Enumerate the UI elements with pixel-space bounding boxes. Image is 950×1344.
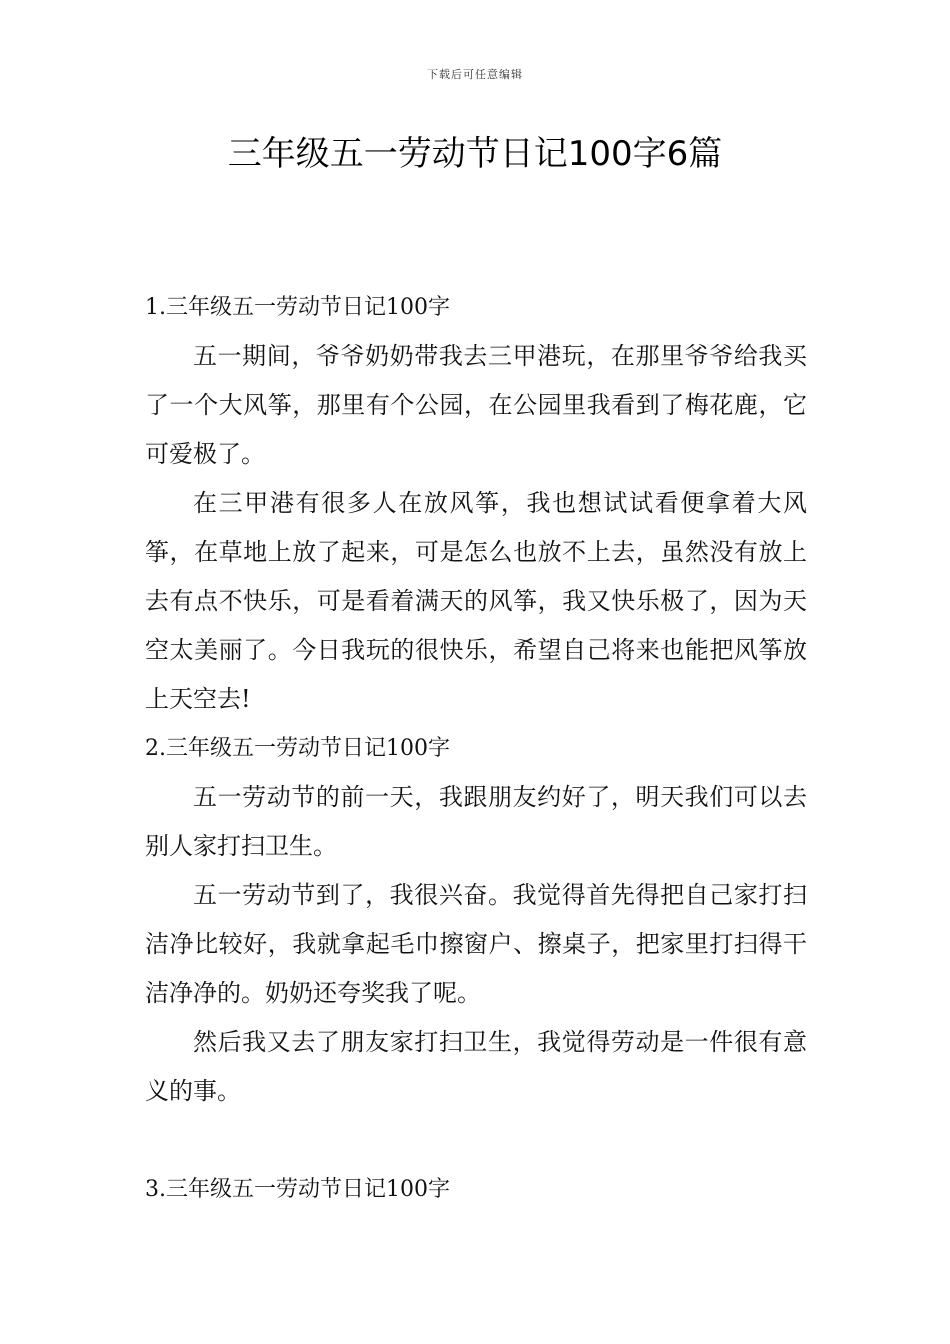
paragraph: 五一期间，爷爷奶奶带我去三甲港玩，在那里爷爷给我买了一个大风筝，那里有个公园，在公园里我看到了梅花鹿，它可爱极了。 <box>145 342 807 468</box>
section-heading: 2.三年级五一劳动节日记100字 <box>145 736 450 761</box>
section-2 <box>145 724 807 1116</box>
document-body <box>145 283 807 1214</box>
paragraph: 五一劳动节的前一天，我跟朋友约好了，明天我们可以去别人家打扫卫生。 <box>145 783 807 860</box>
section-3 <box>145 1165 807 1214</box>
section-heading: 3.三年级五一劳动节日记100字 <box>145 1177 450 1202</box>
section-heading: 1.三年级五一劳动节日记100字 <box>145 295 450 320</box>
section-spacer <box>145 1116 807 1165</box>
header-note: 下载后可任意编辑 <box>427 68 523 81</box>
paragraph: 五一劳动节到了，我很兴奋。我觉得首先得把自己家打扫洁净比较好，我就拿起毛巾擦窗户、擦桌子，把家里打扫得干洁净净的。奶奶还夸奖我了呢。 <box>145 881 807 1007</box>
section-1 <box>145 283 807 724</box>
document-title: 三年级五一劳动节日记100字6篇 <box>227 134 723 174</box>
paragraph: 在三甲港有很多人在放风筝，我也想试试看便拿着大风筝，在草地上放了起来，可是怎么也放不上去，虽然没有放上去有点不快乐，可是看着满天的风筝，我又快乐极了，因为天空太美丽了。今日我玩的很快乐，希望自己将来也能把风筝放上天空去! <box>145 489 807 713</box>
paragraph: 然后我又去了朋友家打扫卫生，我觉得劳动是一件很有意义的事。 <box>145 1028 807 1105</box>
